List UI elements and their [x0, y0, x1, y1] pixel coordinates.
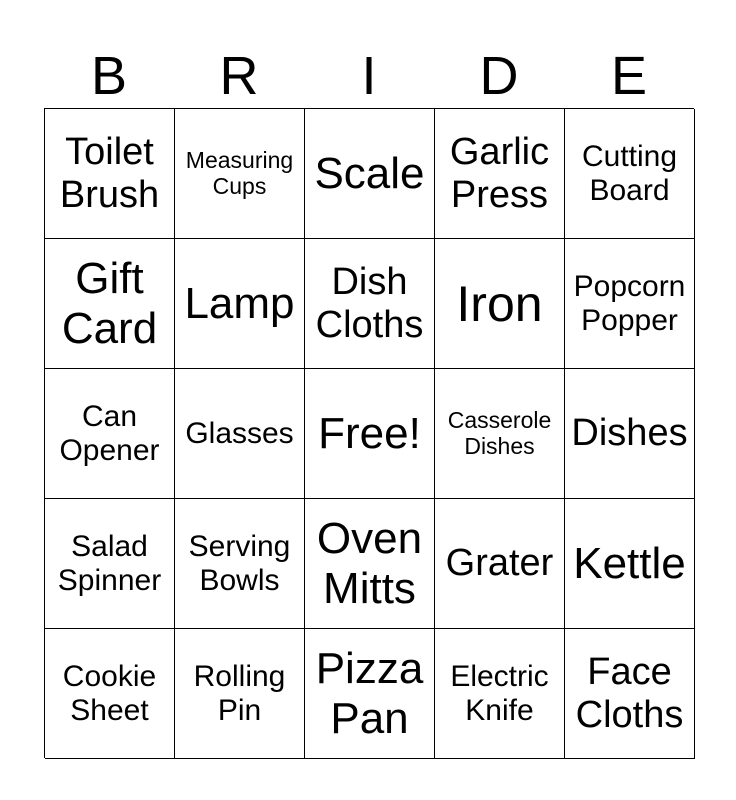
- cell-label: Kettle: [573, 538, 686, 588]
- bingo-cell: [305, 109, 435, 239]
- header-letter-i: I: [361, 46, 377, 106]
- cell-label: Oven Mitts: [316, 514, 423, 613]
- bingo-cell: [175, 239, 305, 369]
- bingo-cell: [565, 629, 695, 759]
- cell-label: Garlic Press: [449, 130, 550, 216]
- bingo-grid: [44, 108, 694, 758]
- bingo-cell: [305, 629, 435, 759]
- bingo-cell: [565, 239, 695, 369]
- bingo-cell: [435, 629, 565, 759]
- free-space-label: Free!: [318, 408, 421, 458]
- bingo-cell: [45, 369, 175, 499]
- bingo-cell: [565, 369, 695, 499]
- cell-label: Popcorn Popper: [573, 269, 686, 337]
- bingo-cell: [175, 499, 305, 629]
- cell-label: Scale: [314, 148, 425, 198]
- cell-label: Gift Card: [61, 254, 158, 353]
- cell-label: Face Cloths: [575, 650, 684, 736]
- cell-label: Glasses: [185, 416, 294, 450]
- bingo-cell: [45, 499, 175, 629]
- cell-label: Rolling Pin: [193, 659, 286, 727]
- cell-label: Can Opener: [59, 399, 160, 467]
- bingo-cell: [45, 239, 175, 369]
- cell-label: Toilet Brush: [59, 130, 160, 216]
- cell-label: Lamp: [184, 278, 295, 328]
- bingo-cell: [435, 239, 565, 369]
- bingo-cell: [435, 369, 565, 499]
- header-letter-b: B: [90, 46, 128, 106]
- bingo-cell: [45, 109, 175, 239]
- bingo-cell free-space: [305, 369, 435, 499]
- cell-label: Pizza Pan: [315, 644, 424, 743]
- bingo-cell: [175, 109, 305, 239]
- cell-label: Electric Knife: [450, 659, 549, 727]
- cell-label: Measuring Cups: [185, 146, 294, 199]
- header-letter-d: D: [479, 46, 519, 106]
- cell-label: Dishes: [571, 412, 688, 455]
- cell-label: Dish Cloths: [315, 260, 424, 346]
- bingo-cell: [565, 109, 695, 239]
- bingo-cell: [435, 109, 565, 239]
- bingo-cell: [435, 499, 565, 629]
- header-letter-e: E: [610, 46, 648, 106]
- cell-label: Grater: [445, 542, 554, 585]
- cell-label: Cutting Board: [581, 139, 678, 207]
- cell-label: Casserole Dishes: [447, 406, 552, 459]
- header-letter-r: R: [219, 46, 259, 106]
- bingo-cell: [565, 499, 695, 629]
- bingo-cell: [175, 369, 305, 499]
- cell-label: Iron: [456, 275, 543, 332]
- bingo-cell: [45, 629, 175, 759]
- cell-label: Salad Spinner: [57, 529, 162, 597]
- bingo-cell: [305, 239, 435, 369]
- bingo-cell: [175, 629, 305, 759]
- bingo-header: [44, 44, 694, 108]
- cell-label: Cookie Sheet: [62, 659, 157, 727]
- bingo-cell: [305, 499, 435, 629]
- cell-label: Serving Bowls: [188, 529, 291, 597]
